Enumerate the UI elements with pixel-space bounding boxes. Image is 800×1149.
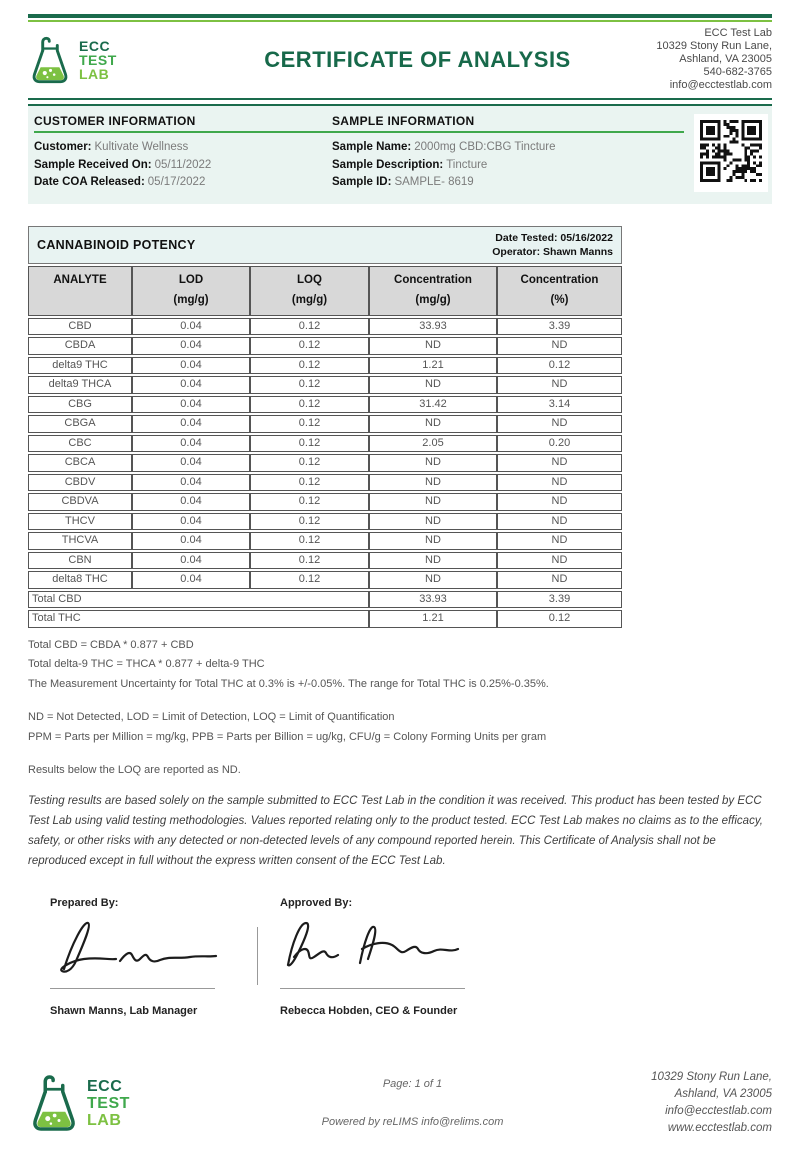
logo-line-lab: LAB xyxy=(79,65,110,82)
table-cell: 33.93 xyxy=(369,318,497,336)
table-cell: ND xyxy=(497,532,622,550)
lab-address xyxy=(612,27,772,92)
table-cell: CBGA xyxy=(28,415,132,433)
footer-center xyxy=(223,1078,602,1128)
table-cell: ND xyxy=(369,493,497,511)
table-row xyxy=(28,337,622,355)
abbreviation-legend xyxy=(28,708,772,747)
address-line: 10329 Stony Run Lane, xyxy=(651,1071,772,1083)
column-header-concentration-mg: Concentration (mg/g) xyxy=(369,266,497,316)
table-row xyxy=(28,318,622,336)
table-cell: 0.12 xyxy=(250,571,369,589)
footer-logo-text xyxy=(87,1078,130,1129)
table-cell: ND xyxy=(497,337,622,355)
table-cell: CBDA xyxy=(28,337,132,355)
table-cell: 0.04 xyxy=(132,415,250,433)
table-cell: ND xyxy=(369,552,497,570)
info-panel xyxy=(28,106,772,204)
logo-line-test: TEST xyxy=(79,51,117,68)
column-header-lod: LOD (mg/g) xyxy=(132,266,250,316)
table-cell: 0.12 xyxy=(250,474,369,492)
table-cell: 0.12 xyxy=(250,552,369,570)
table-cell: ND xyxy=(497,474,622,492)
lab-logo xyxy=(28,35,223,85)
table-cell: ND xyxy=(497,415,622,433)
table-cell: 0.12 xyxy=(250,513,369,531)
prepared-signature-image xyxy=(50,913,240,977)
table-cell: 0.12 xyxy=(250,435,369,453)
table-cell: THCV xyxy=(28,513,132,531)
table-cell: 0.04 xyxy=(132,552,250,570)
table-cell: ND xyxy=(369,337,497,355)
signature-line xyxy=(50,988,215,989)
table-row xyxy=(28,435,622,453)
table-cell: 3.39 xyxy=(497,318,622,336)
prepared-by-label: Prepared By: xyxy=(50,897,119,909)
header-divider xyxy=(28,98,772,106)
sample-name-field xyxy=(332,139,684,157)
table-cell: CBDV xyxy=(28,474,132,492)
calculation-footnotes xyxy=(28,636,772,695)
customer-information-heading: CUSTOMER INFORMATION xyxy=(34,114,332,133)
table-cell: 0.12 xyxy=(250,376,369,394)
header xyxy=(28,22,772,98)
table-cell: ND xyxy=(497,376,622,394)
table-cell: 2.05 xyxy=(369,435,497,453)
table-cell: ND xyxy=(497,571,622,589)
logo-text xyxy=(79,39,117,81)
legend-line: ND = Not Detected, LOD = Limit of Detection, LOQ = Limit of Quantification xyxy=(28,711,395,723)
approved-by-label: Approved By: xyxy=(280,897,353,909)
sample-information-heading: SAMPLE INFORMATION xyxy=(332,114,684,133)
footnote-total-thc: Total delta-9 THC = THCA * 0.877 + delta-9 THC xyxy=(28,658,265,670)
table-row xyxy=(28,376,622,394)
table-row xyxy=(28,513,622,531)
table-cell: CBG xyxy=(28,396,132,414)
table-cell: 0.04 xyxy=(132,318,250,336)
flask-icon xyxy=(28,1073,80,1133)
cannabinoid-potency-table xyxy=(28,226,622,630)
column-header-loq: LOQ (mg/g) xyxy=(250,266,369,316)
table-cell: CBC xyxy=(28,435,132,453)
field-label: Sample Name: xyxy=(332,141,412,153)
table-cell: 0.12 xyxy=(250,396,369,414)
approved-by-section xyxy=(280,897,480,1017)
logo-line-ecc: ECC xyxy=(79,37,111,54)
results-note: Results below the LOQ are reported as ND. xyxy=(28,764,241,776)
table-cell: CBCA xyxy=(28,454,132,472)
table-row xyxy=(28,396,622,414)
field-label: Sample Description: xyxy=(332,158,444,171)
table-cell: ND xyxy=(369,532,497,550)
top-rule xyxy=(28,14,772,22)
address-line: info@ecctestlab.com xyxy=(665,1105,772,1117)
table-row xyxy=(28,474,622,492)
powered-by: Powered by reLIMS info@relims.com xyxy=(321,1116,504,1128)
prepared-by-name: Shawn Manns, Lab Manager xyxy=(50,1005,198,1017)
field-label: Sample Received On: xyxy=(34,158,152,171)
potency-title: CANNABINOID POTENCY xyxy=(37,237,196,252)
potency-title-band xyxy=(28,226,622,264)
table-row xyxy=(28,415,622,433)
address-line: Ashland, VA 23005 xyxy=(679,53,772,65)
logo-line-lab: LAB xyxy=(87,1111,122,1129)
table-cell: 0.12 xyxy=(250,318,369,336)
table-cell: ND xyxy=(497,513,622,531)
footer-address xyxy=(602,1069,772,1137)
table-cell: ND xyxy=(497,493,622,511)
table-cell: ND xyxy=(369,454,497,472)
total-label: Total THC xyxy=(28,610,369,628)
prepared-by-section xyxy=(50,897,246,1017)
table-cell: 0.12 xyxy=(250,532,369,550)
logo-line-test: TEST xyxy=(87,1094,130,1112)
qr-code-box xyxy=(694,114,768,192)
field-value: Tincture xyxy=(446,158,488,171)
table-cell: delta9 THCA xyxy=(28,376,132,394)
potency-meta xyxy=(492,231,613,259)
table-cell: delta9 THC xyxy=(28,357,132,375)
table-cell: ND xyxy=(369,513,497,531)
table-row xyxy=(28,571,622,589)
table-cell: 0.04 xyxy=(132,571,250,589)
total-value-mg: 1.21 xyxy=(369,610,497,628)
table-cell: 0.12 xyxy=(250,415,369,433)
table-cell: 0.20 xyxy=(497,435,622,453)
table-cell: ND xyxy=(369,474,497,492)
table-row xyxy=(28,357,622,375)
table-cell: 0.04 xyxy=(132,435,250,453)
approved-signature-image xyxy=(280,913,480,977)
table-cell: CBDVA xyxy=(28,493,132,511)
table-cell: 31.42 xyxy=(369,396,497,414)
table-cell: delta8 THC xyxy=(28,571,132,589)
approved-by-name: Rebecca Hobden, CEO & Founder xyxy=(280,1005,458,1017)
table-cell: CBD xyxy=(28,318,132,336)
total-cbd-row xyxy=(28,591,622,609)
table-cell: ND xyxy=(369,415,497,433)
address-line: 10329 Stony Run Lane, xyxy=(656,40,772,52)
disclaimer-text: Testing results are based solely on the sample submitted to ECC Test Lab in the condition it was received. This product has been tested by ECC Test Lab using valid testing methodologies. Values reported relating only to the product tested. ECC Test Lab makes no claims as to the efficacy, safety, or other risks with any detected or non-detected levels of any compound reported herein. This Certificate of Analysis shall not be reproduced except in full without the express written consent of the ECC Test Lab. xyxy=(28,795,763,867)
logo-line-ecc: ECC xyxy=(87,1077,123,1095)
table-cell: 0.12 xyxy=(250,454,369,472)
address-line: ECC Test Lab xyxy=(704,27,772,39)
column-header-concentration-pct: Concentration (%) xyxy=(497,266,622,316)
table-cell: 1.21 xyxy=(369,357,497,375)
address-line: info@ecctestlab.com xyxy=(669,79,772,91)
field-value: 2000mg CBD:CBG Tincture xyxy=(414,141,556,153)
address-line: Ashland, VA 23005 xyxy=(674,1088,772,1100)
signature-divider xyxy=(257,927,258,985)
table-row xyxy=(28,493,622,511)
table-cell: 0.04 xyxy=(132,532,250,550)
field-label: Date COA Released: xyxy=(34,176,145,188)
field-value: Kultivate Wellness xyxy=(94,141,189,153)
table-cell: 0.12 xyxy=(250,357,369,375)
table-cell: ND xyxy=(497,552,622,570)
total-value-pct: 3.39 xyxy=(497,591,622,609)
signature-line xyxy=(280,988,465,989)
total-value-pct: 0.12 xyxy=(497,610,622,628)
received-on-field xyxy=(34,157,332,175)
table-cell: CBN xyxy=(28,552,132,570)
qr-code-icon xyxy=(700,120,762,182)
total-label: Total CBD xyxy=(28,591,369,609)
table-cell: ND xyxy=(369,571,497,589)
table-row xyxy=(28,532,622,550)
table-cell: 0.04 xyxy=(132,376,250,394)
table-cell: 0.12 xyxy=(497,357,622,375)
operator: Operator: Shawn Manns xyxy=(492,245,613,258)
field-value: 05/17/2022 xyxy=(147,176,206,188)
table-cell: ND xyxy=(369,376,497,394)
coa-released-field xyxy=(34,174,332,192)
table-row xyxy=(28,454,622,472)
customer-field xyxy=(34,139,332,157)
table-totals xyxy=(28,591,622,628)
legend-line: PPM = Parts per Million = mg/kg, PPB = Parts per Billion = ug/kg, CFU/g = Colony Forming Units per gram xyxy=(28,730,547,743)
page-title: CERTIFICATE OF ANALYSIS xyxy=(264,46,571,72)
table-body xyxy=(28,318,622,589)
total-thc-row xyxy=(28,610,622,628)
sample-information-section xyxy=(332,114,694,192)
page-indicator: Page: 1 of 1 xyxy=(382,1078,443,1090)
signature-block xyxy=(50,897,480,1017)
sample-id-field xyxy=(332,174,684,192)
table-cell: THCVA xyxy=(28,532,132,550)
table-cell: 0.04 xyxy=(132,337,250,355)
field-value: SAMPLE- 8619 xyxy=(394,176,474,188)
address-line: www.ecctestlab.com xyxy=(667,1122,772,1134)
table-cell: ND xyxy=(497,454,622,472)
address-line: 540-682-3765 xyxy=(703,66,772,78)
footnote-total-cbd: Total CBD = CBDA * 0.877 + CBD xyxy=(28,638,194,651)
column-header-analyte: ANALYTE xyxy=(28,266,132,316)
table-cell: 0.12 xyxy=(250,493,369,511)
potency-table xyxy=(28,264,622,630)
footer xyxy=(28,1069,772,1137)
field-label: Sample ID: xyxy=(332,176,392,188)
date-tested: Date Tested: 05/16/2022 xyxy=(495,231,613,244)
table-cell: 0.04 xyxy=(132,474,250,492)
table-cell: 0.04 xyxy=(132,454,250,472)
total-value-mg: 33.93 xyxy=(369,591,497,609)
flask-icon xyxy=(28,35,72,85)
table-cell: 0.04 xyxy=(132,396,250,414)
table-header xyxy=(28,266,622,316)
table-cell: 0.04 xyxy=(132,357,250,375)
footnote-uncertainty: The Measurement Uncertainty for Total THC at 0.3% is +/-0.05%. The range for Total THC is 0.25%-0.35%. xyxy=(28,677,549,690)
table-cell: 0.04 xyxy=(132,493,250,511)
field-label: Customer: xyxy=(34,141,92,153)
table-row xyxy=(28,552,622,570)
table-cell: 3.14 xyxy=(497,396,622,414)
table-cell: 0.04 xyxy=(132,513,250,531)
sample-description-field xyxy=(332,157,684,175)
table-cell: 0.12 xyxy=(250,337,369,355)
footer-lab-logo xyxy=(28,1073,223,1133)
customer-information-section xyxy=(32,114,332,192)
field-value: 05/11/2022 xyxy=(154,158,212,171)
